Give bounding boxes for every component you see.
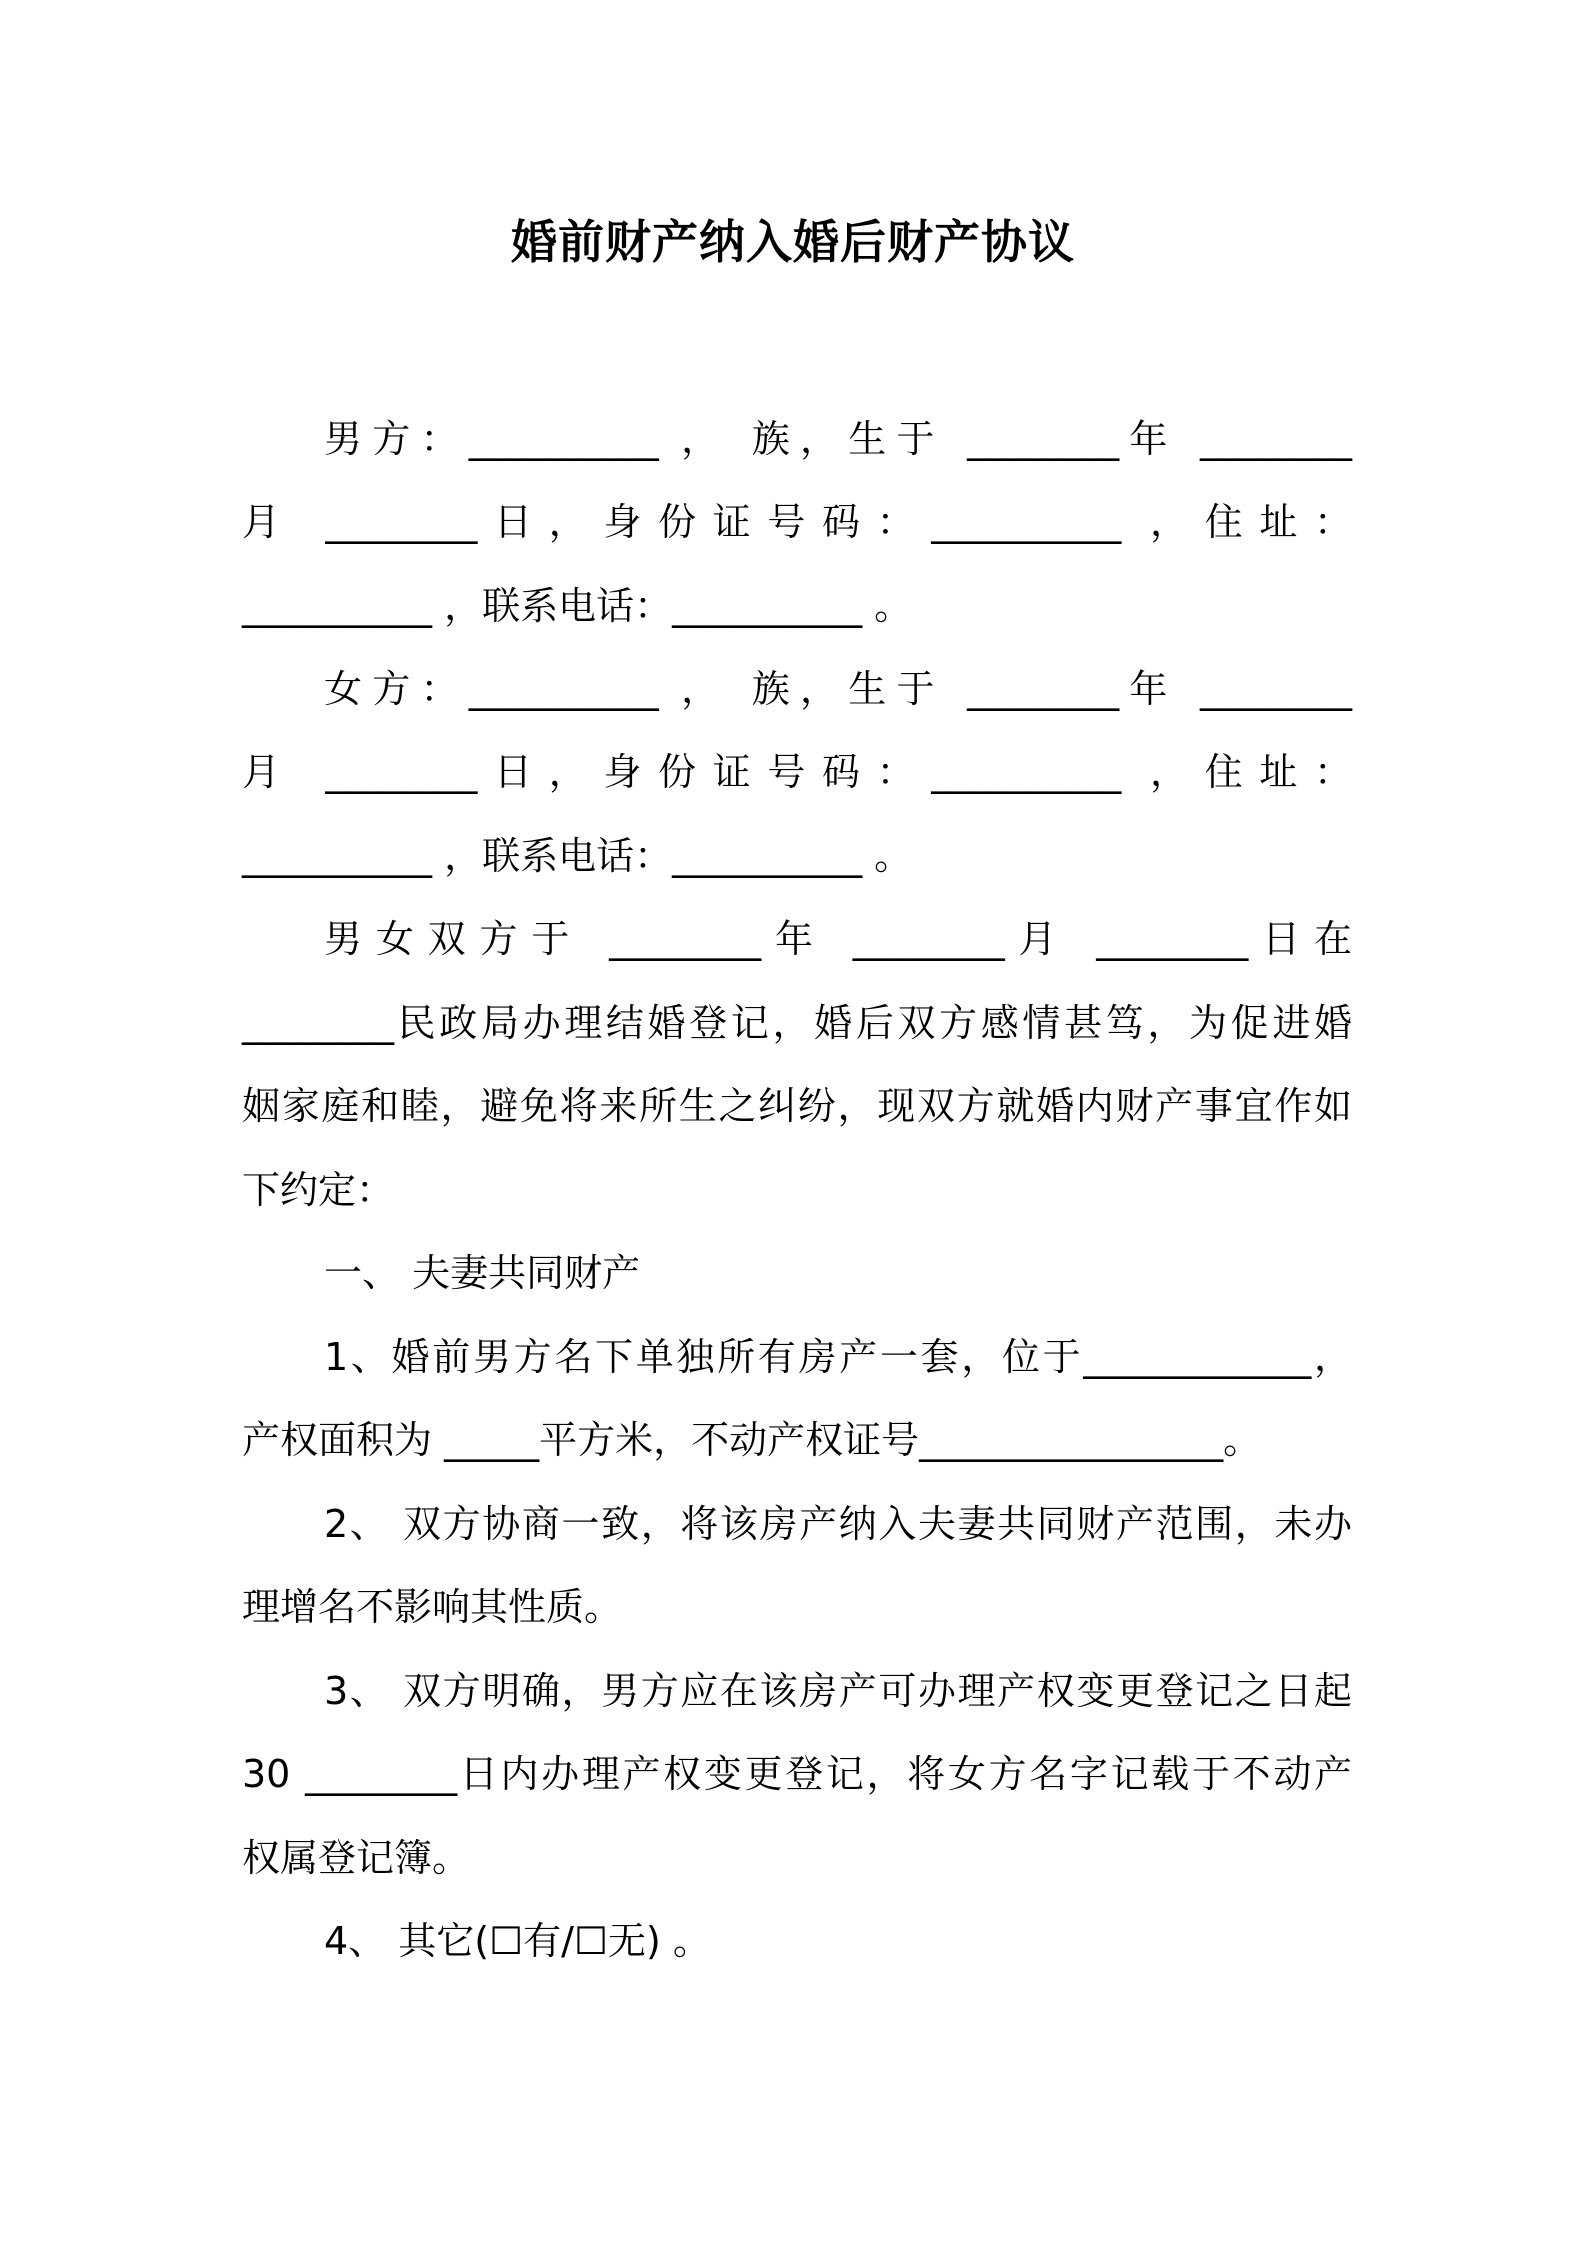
female-party-line-1: 女方：__________ ， 族，生于 ________年 ________: [324, 667, 1352, 711]
male-party-line-1: 男方：__________ ， 族，生于 ________年 ________: [324, 417, 1352, 461]
clause-1-line-2: 产权面积为 _____平方米，不动产权证号________________。: [242, 1418, 1262, 1462]
marriage-line-1: 男女双方于 ________年 ________月 ________日在: [324, 917, 1352, 961]
marriage-line-3: 姻家庭和睦，避免将来所生之纠纷，现双方就婚内财产事宜作如: [242, 1084, 1352, 1128]
clause-1-line-1: 1、婚前男方名下单独所有房产一套，位于____________，: [324, 1335, 1352, 1379]
document-title: 婚前财产纳入婚后财产协议: [511, 215, 1075, 269]
marriage-line-2: ________民政局办理结婚登记，婚后双方感情甚笃，为促进婚: [242, 1001, 1352, 1045]
clause-3-line-3: 权属登记簿。: [242, 1836, 471, 1880]
clause-3-line-2: 30 ________日内办理产权变更登记，将女方名字记载于不动产: [242, 1752, 1352, 1796]
clause-3-line-1: 3、 双方明确，男方应在该房产可办理产权变更登记之日起: [324, 1669, 1352, 1713]
clause-2-line-2: 理增名不影响其性质。: [242, 1585, 623, 1629]
male-party-line-3: __________ ，联系电话：__________ 。: [242, 584, 913, 628]
clause-2-line-1: 2、 双方协商一致，将该房产纳入夫妻共同财产范围，未办: [324, 1502, 1352, 1546]
marriage-line-4: 下约定：: [242, 1168, 395, 1212]
clause-4-line-1: 4、 其它(☐有/☐无) 。: [324, 1919, 711, 1963]
female-party-line-3: __________ ，联系电话：__________ 。: [242, 834, 913, 878]
female-party-line-2: 月 ________日，身份证号码：__________ ，住址：: [242, 750, 1352, 794]
male-party-line-2: 月 ________日，身份证号码：__________ ，住址：: [242, 500, 1352, 544]
section-heading: 一、 夫妻共同财产: [324, 1251, 641, 1295]
